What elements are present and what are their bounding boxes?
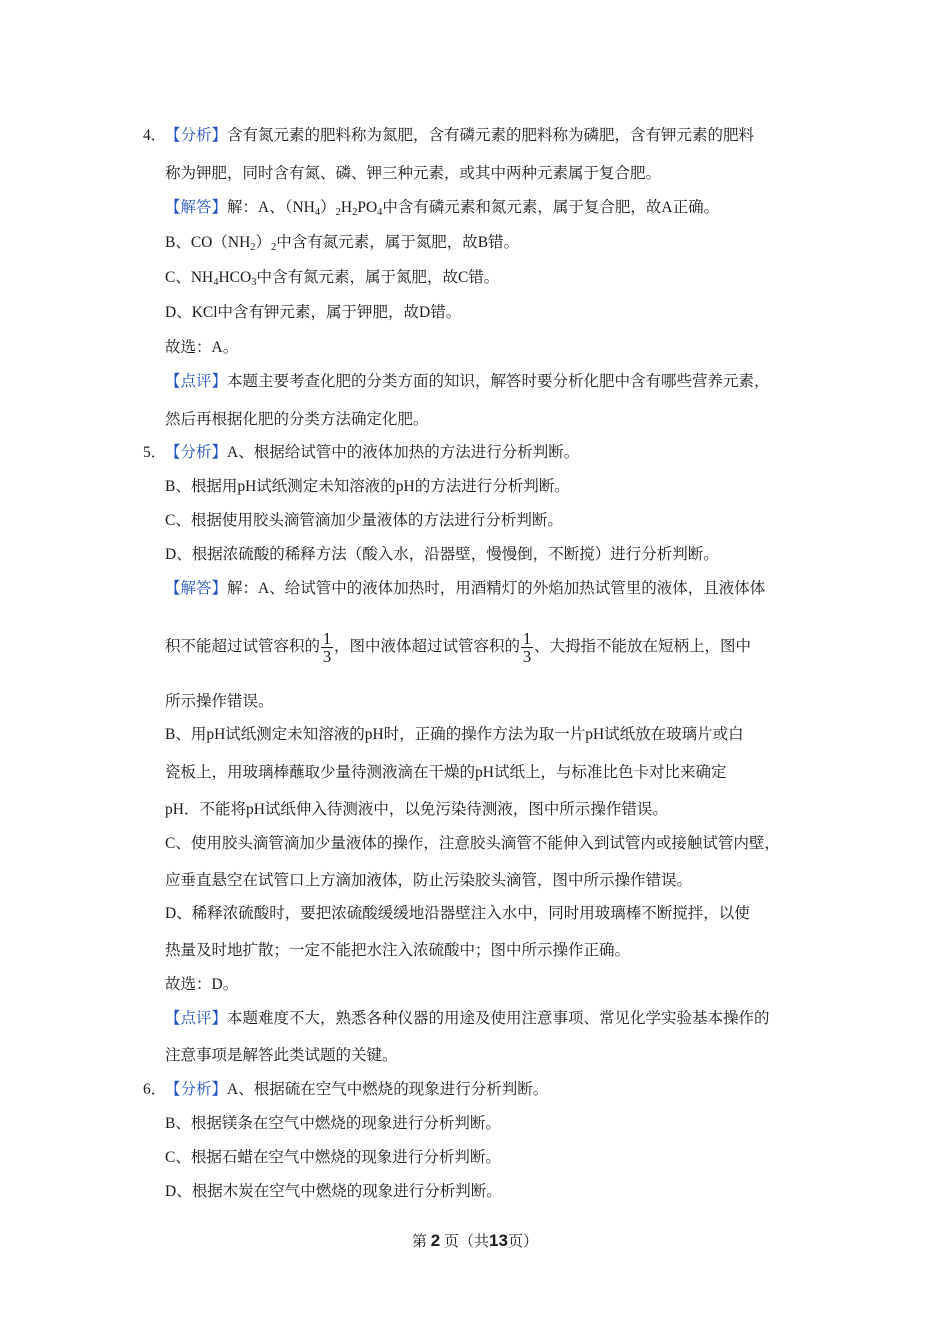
question-number-4: 4． [143, 127, 167, 144]
answer-tag: 【解答】 [165, 199, 228, 216]
q5-answer-a-text-2b: ，图中液体超过试管容积的 [334, 638, 521, 655]
comment-tag: 【点评】 [165, 1010, 228, 1027]
question-number-5: 5． [143, 444, 167, 461]
q5-answer-a-line-3: 所示操作错误。 [165, 693, 274, 710]
fraction-denominator: 3 [522, 646, 532, 666]
q5-answer-b-line-3: pH．不能将pH试纸伸入待测液中，以免污染待测液，图中所示操作错误。 [165, 801, 668, 818]
q4-analysis-text-1: 含有氮元素的肥料称为氮肥，含有磷元素的肥料称为磷肥，含有钾元素的肥料 [227, 127, 755, 144]
q4-answer-c-text-3: 中含有氮元素，属于氮肥，故C错。 [256, 269, 500, 286]
q5-answer-d-line-1: D、稀释浓硫酸时，要把浓硫酸缓缓地沿器壁注入水中，同时用玻璃棒不断搅拌，以使 [165, 905, 750, 922]
q4-answer-b-text-2: ） [255, 234, 272, 251]
q5-answer-c-line-1: C、使用胶头滴管滴加少量液体的操作，注意胶头滴管不能伸入到试管内或接触试管内壁， [165, 835, 780, 852]
q5-analysis-d: D、根据浓硫酸的稀释方法（酸入水，沿器壁，慢慢倒，不断搅）进行分析判断。 [165, 546, 719, 563]
question-number-6: 6． [143, 1081, 167, 1098]
q5-answer-a-text-2a: 积不能超过试管容积的 [165, 638, 321, 655]
q5-answer-b-line-1: B、用pH试纸测定未知溶液的pH时，正确的操作方法为取一片pH试纸放在玻璃片或白 [165, 726, 744, 743]
q4-answer-a-sub-4: 4 [377, 207, 383, 218]
analysis-tag: 【分析】 [165, 444, 228, 461]
q5-answer-d-line-2: 热量及时地扩散；一定不能把水注入浓硫酸中；图中所示操作正确。 [165, 942, 631, 959]
analysis-tag: 【分析】 [165, 1081, 228, 1098]
q4-answer-c-text-2: HCO [218, 269, 252, 286]
q5-comment-line-1 [165, 1009, 770, 1029]
q4-answer-a [165, 198, 719, 218]
q4-answer-a-text-4: PO [357, 199, 378, 216]
q4-comment-line-2: 然后再根据化肥的分类方法确定化肥。 [165, 411, 429, 428]
q5-analysis-c: C、根据使用胶头滴管滴加少量液体的方法进行分析判断。 [165, 512, 563, 529]
q5-analysis-a-text: A、根据给试管中的液体加热的方法进行分析判断。 [227, 444, 580, 461]
q4-answer-c-sub-1: 4 [213, 277, 219, 288]
q5-answer-a-text-2c: 、大拇指不能放在短柄上，图中 [534, 638, 752, 655]
q4-comment-line-1 [165, 372, 770, 392]
fraction-numerator: 1 [522, 628, 532, 648]
q4-analysis-line-2: 称为钾肥，同时含有氮、磷、钾三种元素，或其中两种元素属于复合肥。 [165, 165, 662, 182]
q6-analysis-a [165, 1080, 548, 1100]
total-pages: 13 [489, 1231, 508, 1250]
q5-comment-text-1: 本题难度不大，熟悉各种仪器的用途及使用注意事项、常见化学实验基本操作的 [227, 1010, 770, 1027]
q4-answer-a-text-1: 解：A、（NH [227, 199, 315, 216]
q4-answer-a-sub-2: 2 [335, 207, 341, 218]
q4-answer-a-text-3: H [340, 199, 353, 216]
footer-suffix: 页） [507, 1234, 538, 1250]
q4-answer-a-text-2: ） [320, 199, 336, 216]
q4-answer-a-sub-1: 4 [314, 207, 321, 218]
analysis-tag: 【分析】 [165, 127, 228, 144]
q4-choice: 故选：A。 [165, 339, 239, 356]
page-footer [0, 1230, 950, 1251]
q4-answer-a-text-5: 中含有磷元素和氮元素，属于复合肥，故A正确。 [382, 199, 720, 216]
q5-choice: 故选：D。 [165, 976, 239, 993]
comment-tag: 【点评】 [165, 373, 228, 390]
q5-answer-c-line-2: 应垂直悬空在试管口上方滴加液体，防止污染胶头滴管，图中所示操作错误。 [165, 872, 693, 889]
q5-comment-line-2: 注意事项是解答此类试题的关键。 [165, 1047, 398, 1064]
q4-answer-b-text-3: 中含有氮元素，属于氮肥，故B错。 [276, 234, 520, 251]
q4-analysis-line-1 [165, 126, 754, 146]
q5-answer-a-text-1: 解：A、给试管中的液体加热时，用酒精灯的外焰加热试管里的液体，且液体体 [227, 580, 766, 597]
q5-answer-a-line-2 [165, 628, 751, 666]
q6-analysis-c: C、根据石蜡在空气中燃烧的现象进行分析判断。 [165, 1149, 501, 1166]
fraction-one-third [321, 630, 333, 665]
q4-answer-c-text-1: C、NH [165, 269, 214, 286]
q4-answer-b-sub-2: 2 [271, 242, 277, 253]
fraction-one-third [521, 630, 533, 665]
footer-prefix: 第 [412, 1234, 428, 1250]
q4-comment-text-1: 本题主要考查化肥的分类方面的知识，解答时要分析化肥中含有哪些营养元素， [227, 373, 770, 390]
q4-answer-c [165, 268, 499, 288]
q5-answer-a-line-1 [165, 579, 765, 599]
q4-answer-b [165, 233, 519, 253]
q4-answer-d: D、KCl中含有钾元素，属于钾肥，故D错。 [165, 304, 462, 321]
footer-mid: 页（共 [444, 1234, 490, 1250]
q6-analysis-d: D、根据木炭在空气中燃烧的现象进行分析判断。 [165, 1183, 502, 1200]
q4-answer-c-sub-2: 3 [251, 277, 257, 288]
q5-analysis-b: B、根据用pH试纸测定未知溶液的pH的方法进行分析判断。 [165, 478, 570, 495]
q4-answer-a-sub-3: 2 [352, 207, 358, 218]
answer-tag: 【解答】 [165, 580, 228, 597]
fraction-denominator: 3 [322, 646, 332, 666]
q4-answer-b-text-1: B、CO（NH [165, 234, 251, 251]
q5-analysis-a [165, 443, 579, 463]
current-page-number: 2 [430, 1231, 441, 1250]
q6-analysis-b: B、根据镁条在空气中燃烧的现象进行分析判断。 [165, 1115, 501, 1132]
q4-answer-b-sub-1: 2 [250, 242, 256, 253]
q6-analysis-a-text: A、根据硫在空气中燃烧的现象进行分析判断。 [227, 1081, 549, 1098]
q5-answer-b-line-2: 瓷板上，用玻璃棒蘸取少量待测液滴在干燥的pH试纸上，与标准比色卡对比来确定 [165, 764, 727, 781]
fraction-numerator: 1 [322, 628, 332, 648]
